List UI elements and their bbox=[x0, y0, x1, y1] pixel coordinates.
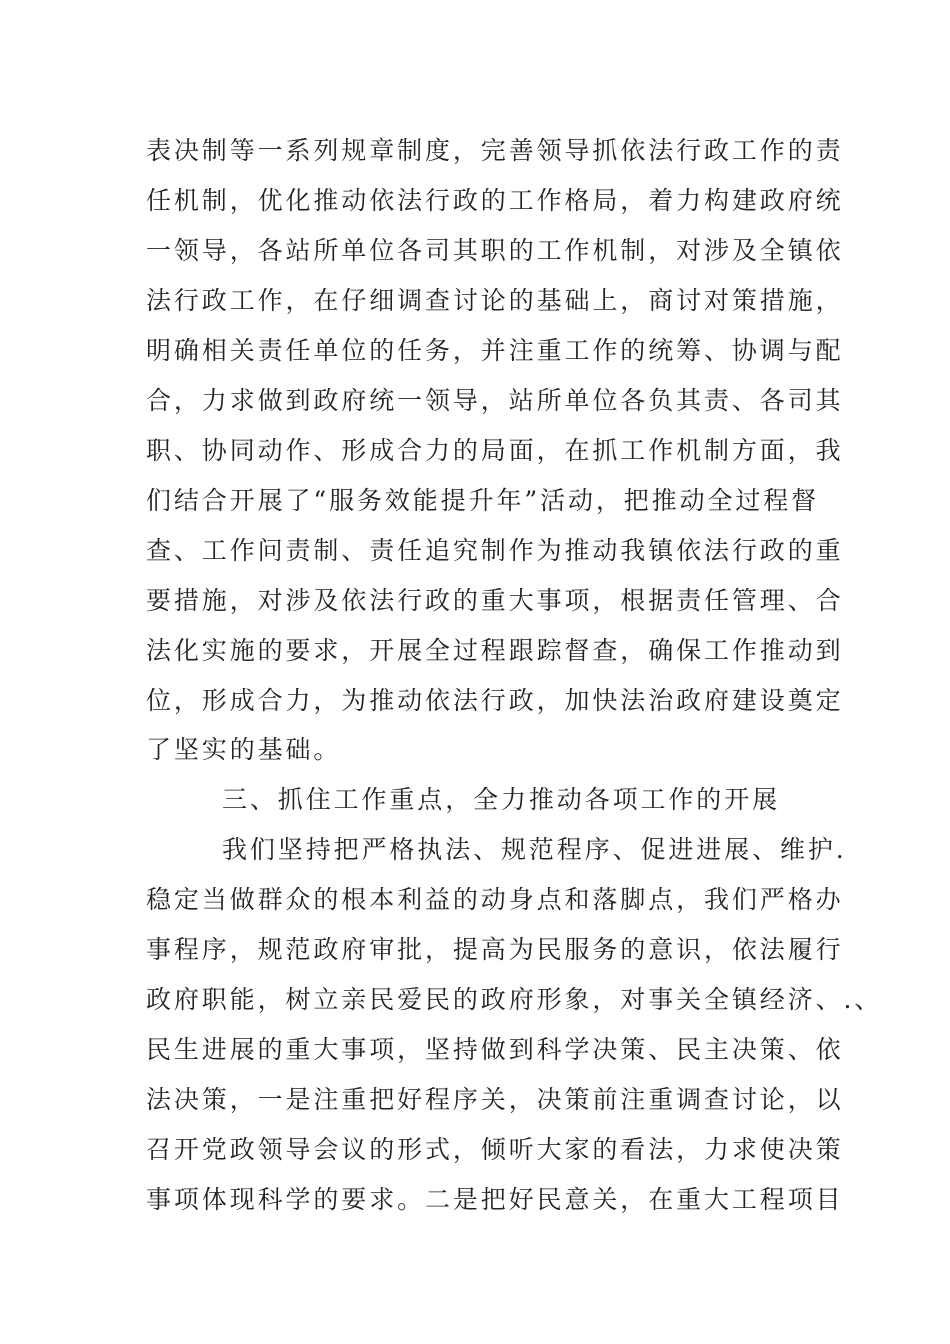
text-line: 一领导，各站所单位各司其职的工作机制，对涉及全镇依 bbox=[146, 236, 844, 265]
text-line: 合，力求做到政府统一领导，站所单位各负其责、各司其 bbox=[146, 386, 844, 415]
text-line: 查、工作问责制、责任追究制作为推动我镇依法行政的重 bbox=[146, 536, 844, 565]
text-line: 法化实施的要求，开展全过程跟踪督查，确保工作推动到 bbox=[146, 636, 844, 665]
text-line: 了坚实的基础。 bbox=[146, 735, 342, 764]
paragraph-first-line: 我们坚持把严格执法、规范程序、促进进展、维护. bbox=[222, 835, 847, 864]
text-line: 民生进展的重大事项，坚持做到科学决策、民主决策、依 bbox=[146, 1035, 844, 1064]
text-line: 要措施，对涉及依法行政的重大事项，根据责任管理、合 bbox=[146, 586, 844, 615]
text-line: 任机制，优化推动依法行政的工作格局，着力构建政府统 bbox=[146, 186, 844, 215]
text-line: 明确相关责任单位的任务，并注重工作的统筹、协调与配 bbox=[146, 336, 844, 365]
text-line: 位，形成合力，为推动依法行政，加快法治政府建设奠定 bbox=[146, 686, 844, 715]
text-line: 事程序，规范政府审批，提高为民服务的意识，依法履行 bbox=[146, 935, 844, 964]
text-line: 们结合开展了“服务效能提升年”活动，把推动全过程督 bbox=[146, 486, 820, 515]
text-line: 法决策，一是注重把好程序关，决策前注重调查讨论，以 bbox=[146, 1085, 844, 1114]
text-line: 召开党政领导会议的形式，倾听大家的看法，力求使决策 bbox=[146, 1135, 844, 1164]
text-line: 职、协同动作、形成合力的局面，在抓工作机制方面，我 bbox=[146, 436, 844, 465]
text-line: 政府职能，树立亲民爱民的政府形象，对事关全镇经济、.、 bbox=[146, 985, 883, 1014]
text-line: 表决制等一系列规章制度，完善领导抓依法行政工作的责 bbox=[146, 136, 844, 165]
text-line: 稳定当做群众的根本利益的动身点和落脚点，我们严格办 bbox=[146, 885, 844, 914]
section-heading: 三、抓住工作重点，全力推动各项工作的开展 bbox=[222, 785, 781, 814]
text-line: 法行政工作，在仔细调查讨论的基础上，商讨对策措施， bbox=[146, 286, 844, 315]
text-line: 事项体现科学的要求。二是把好民意关，在重大工程项目 bbox=[146, 1185, 844, 1214]
